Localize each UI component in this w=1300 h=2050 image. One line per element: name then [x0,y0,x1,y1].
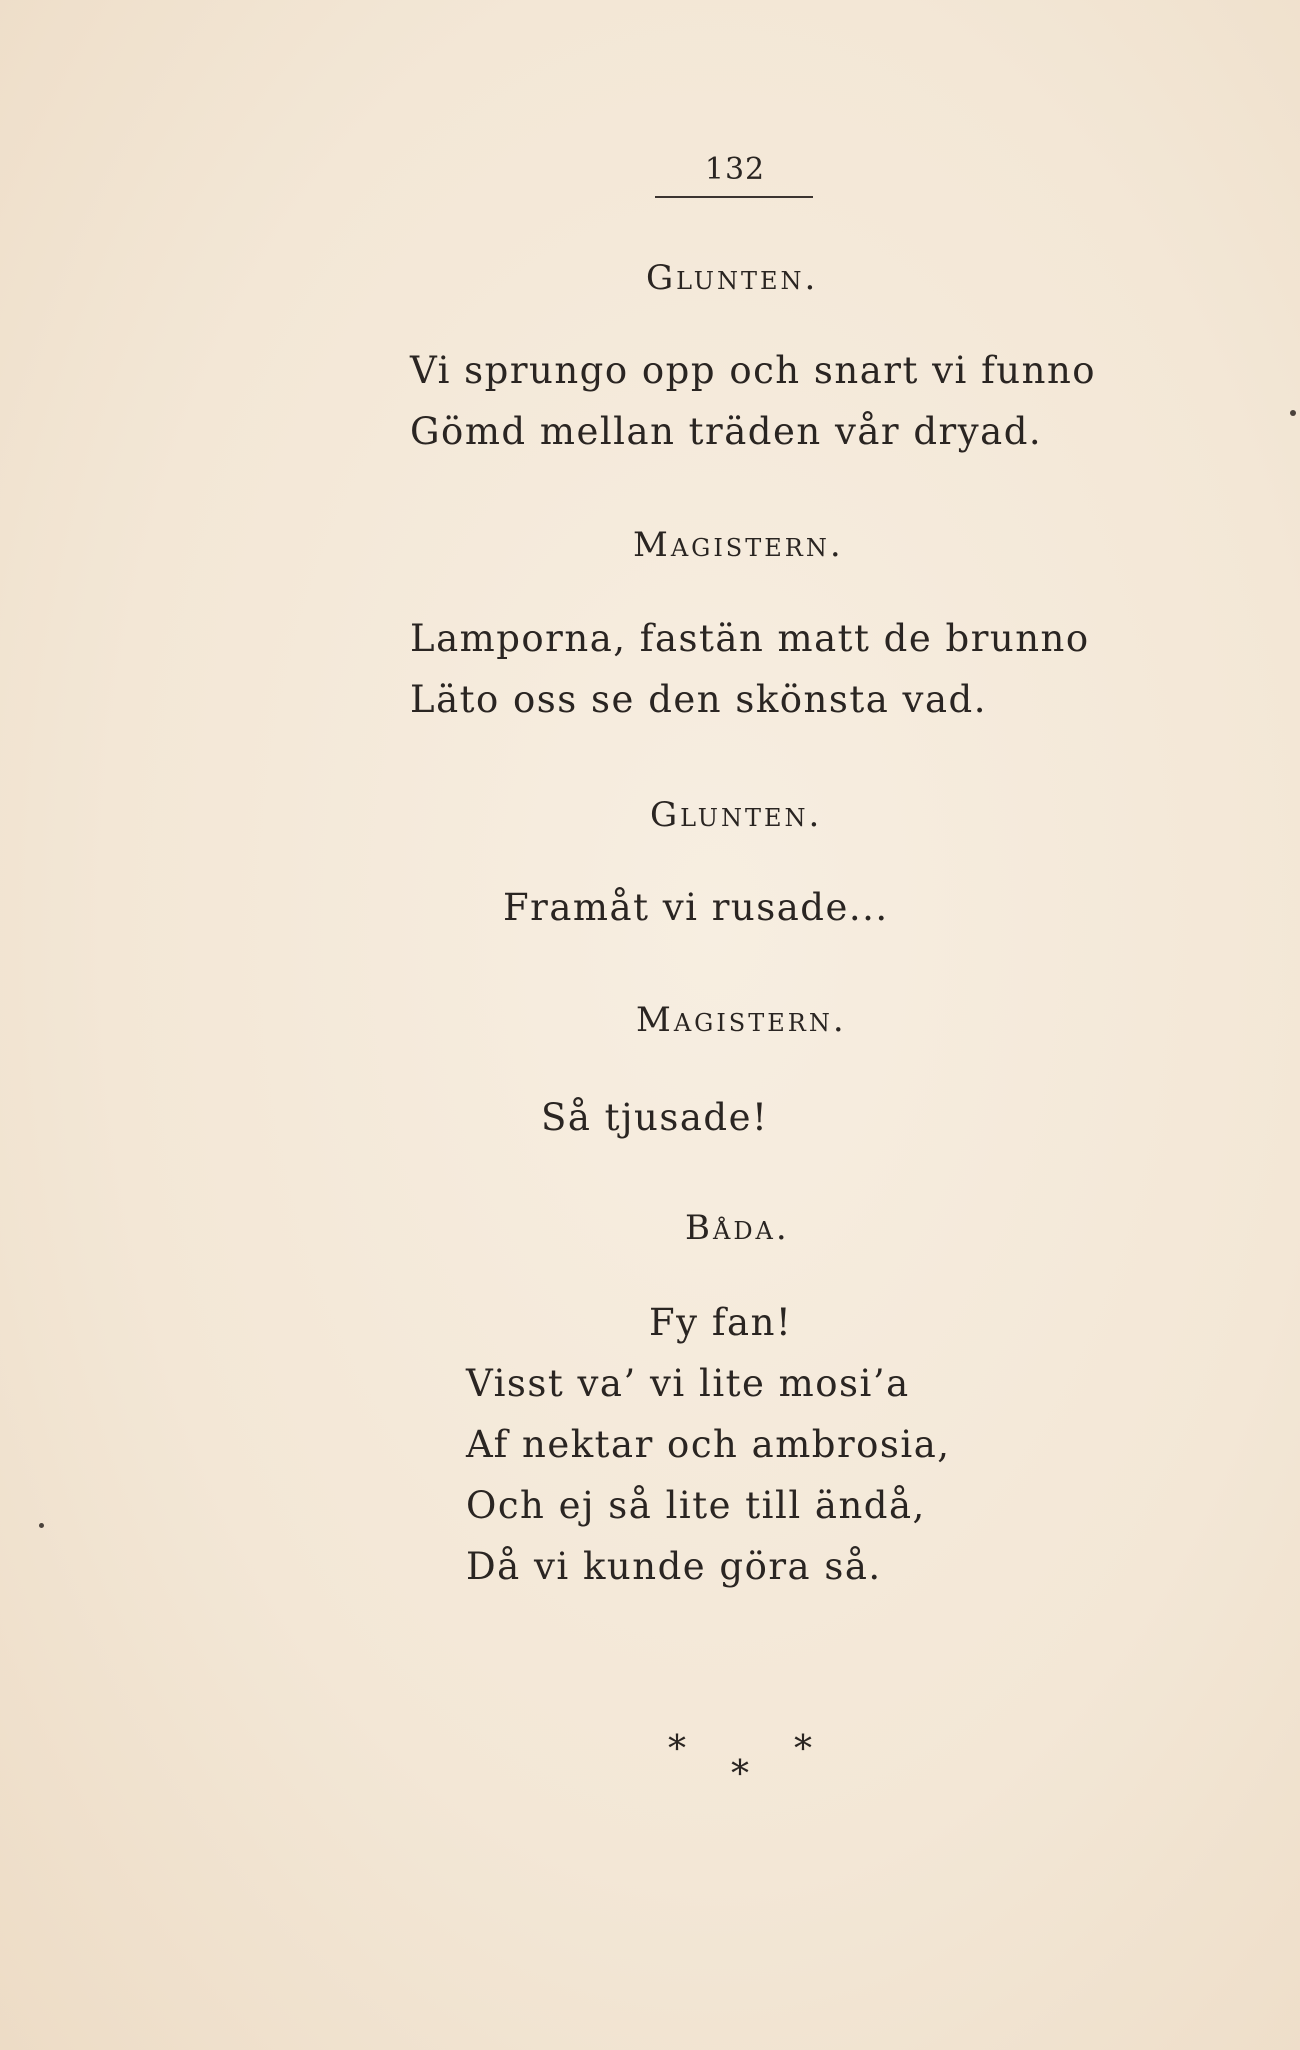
speaker-magistern-2: Magistern. [636,1000,847,1040]
verse-line: Gömd mellan träden vår dryad. [410,410,1043,453]
verse-line: Framåt vi rusade... [503,886,889,929]
verse-line: Läto oss se den skönsta vad. [410,678,987,721]
speaker-glunten-2: Glunten. [650,795,823,835]
verse-line: Af nektar och ambrosia, [466,1423,951,1466]
speaker-magistern-1: Magistern. [633,525,844,565]
verse-block-4 [541,1087,768,1148]
verse-line: Visst va’ vi lite mosi’a [466,1362,910,1405]
page-number-rule [655,196,813,198]
verse-block-2 [410,608,1090,730]
verse-line: Så tjusade! [541,1096,769,1139]
verse-block-1 [410,340,1096,462]
verse-block-3 [503,877,889,938]
print-speck [1290,410,1296,416]
verse-line: Vi sprungo opp och snart vi funno [410,349,1097,392]
asterism-star: * [731,1754,749,1795]
print-speck [39,1523,44,1528]
verse-line: Då vi kunde göra så. [466,1545,882,1588]
asterism-star: * [668,1729,686,1770]
speaker-glunten-1: Glunten. [646,258,819,298]
verse-line: Och ej så lite till ändå, [466,1484,926,1527]
verse-block-5 [466,1292,951,1597]
verse-line: Lamporna, fastän matt de brunno [410,617,1090,660]
asterism-star: * [794,1729,812,1770]
verse-line: Fy fan! [649,1301,793,1344]
speaker-bada: Båda. [685,1208,790,1248]
page-number: 132 [704,152,766,187]
